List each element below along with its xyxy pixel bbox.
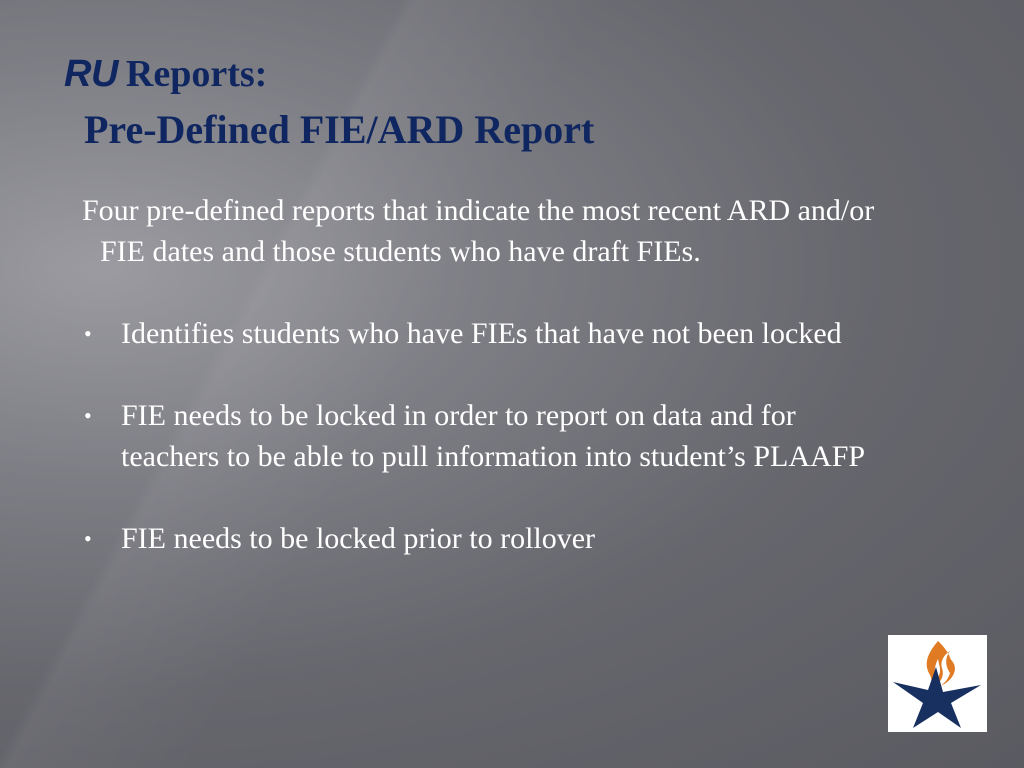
bullet-text: FIE needs to be locked prior to rollover [121,522,596,555]
bullet-item [82,395,891,477]
title-reports-label: Reports: [125,53,268,95]
bullet-item [82,518,891,559]
bullet-icon: • [84,526,92,551]
bullet-text: FIE needs to be locked in order to report on data and for teachers to be able to pull information into student’s PLAAFP [121,399,866,473]
slide-title [64,52,267,96]
title-ru-label: RU [64,53,118,95]
bullet-icon: • [84,321,92,346]
slide-subtitle: Pre-Defined FIE/ARD Report [84,107,595,152]
bullet-list [82,313,912,559]
bullet-text: Identifies students who have FIEs that have not been locked [121,317,842,350]
star-flame-logo-icon [888,635,987,732]
bullet-item [82,313,891,354]
bullet-icon: • [84,403,92,428]
intro-paragraph: Four pre-defined reports that indicate the most recent ARD and/or FIE dates and those students who have draft FIEs. [82,194,875,268]
slide-body [82,190,912,559]
